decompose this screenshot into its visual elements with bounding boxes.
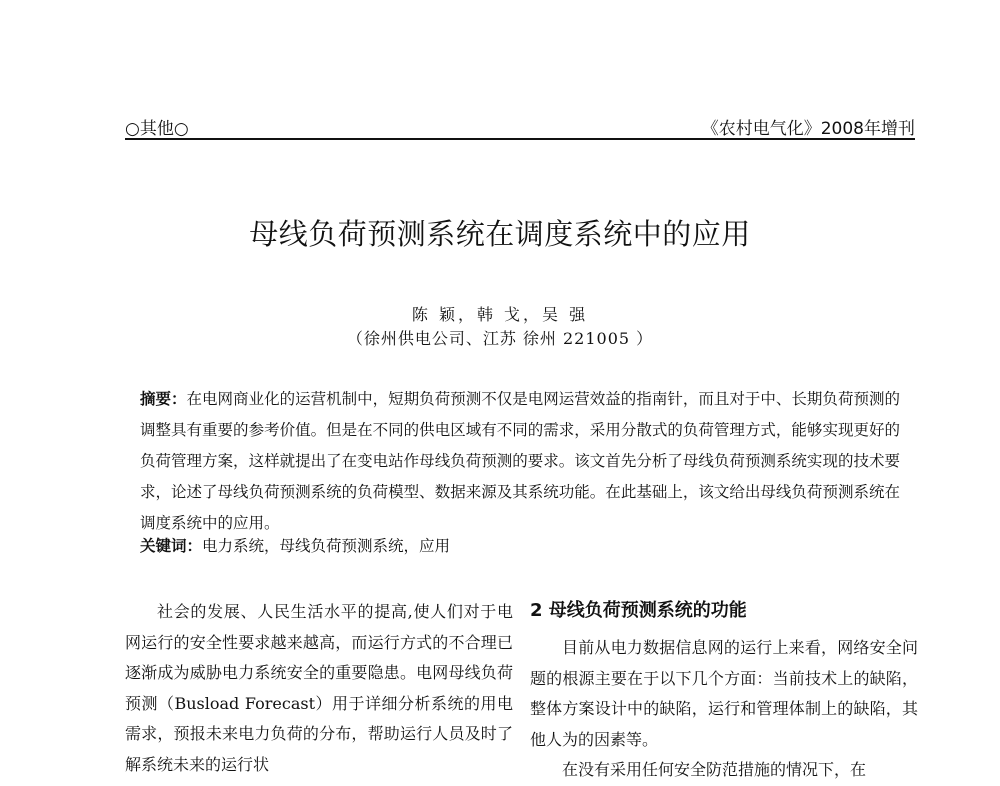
journal-info: 《农村电气化》2008年增刊 bbox=[701, 119, 915, 139]
keywords-text: 电力系统，母线负荷预测系统，应用 bbox=[202, 537, 451, 555]
abstract bbox=[140, 384, 900, 539]
authors: 陈 颖，韩 戈，吴 强 bbox=[411, 305, 589, 324]
body-paragraph: 目前从电力数据信息网的运行上来看，网络安全问题的根源主要在于以下几个方面：当前技术上的缺陷，整体方案设计中的缺陷，运行和管理体制上的缺陷，其他人为的因素等。 bbox=[530, 638, 918, 749]
keywords-label: 关键词： bbox=[140, 537, 203, 555]
body-paragraph: 在没有采用任何安全防范措施的情况下，在 bbox=[562, 760, 867, 779]
running-header bbox=[125, 112, 915, 140]
right-column bbox=[530, 597, 918, 786]
body-paragraph: 社会的发展、人民生活水平的提高,使人们对于电网运行的安全性要求越来越高，而运行方式的不合理已逐渐成为威胁电力系统安全的重要隐患。电网母线负荷预测（Busload Forecast）用于详细分析系统的用电需求，预报未来电力负荷的分布，帮助运行人员及时了解系统未来的运行状 bbox=[125, 602, 513, 774]
paper-title: 母线负荷预测系统在调度系统中的应用 bbox=[249, 217, 751, 251]
abstract-text: 在电网商业化的运营机制中，短期负荷预测不仅是电网运营效益的指南针，而且对于中、长期负荷预测的调整具有重要的参考价值。但是在不同的供电区域有不同的需求，采用分散式的负荷管理方式，能够实现更好的负荷管理方案，这样就提出了在变电站作母线负荷预测的要求。该文首先分析了母线负荷预测系统实现的技术要求，论述了母线负荷预测系统的负荷模型、数据来源及其系统功能。在此基础上，该文给出母线负荷预测系统在调度系统中的应用。 bbox=[140, 390, 900, 532]
abstract-label: 摘要： bbox=[140, 390, 187, 408]
section-tag: ○其他○ bbox=[125, 119, 189, 139]
affiliation: （徐州供电公司、江苏 徐州 221005 ） bbox=[346, 329, 654, 348]
keywords bbox=[140, 534, 900, 558]
section-heading: 2 母线负荷预测系统的功能 bbox=[530, 600, 747, 621]
left-column bbox=[125, 597, 513, 780]
